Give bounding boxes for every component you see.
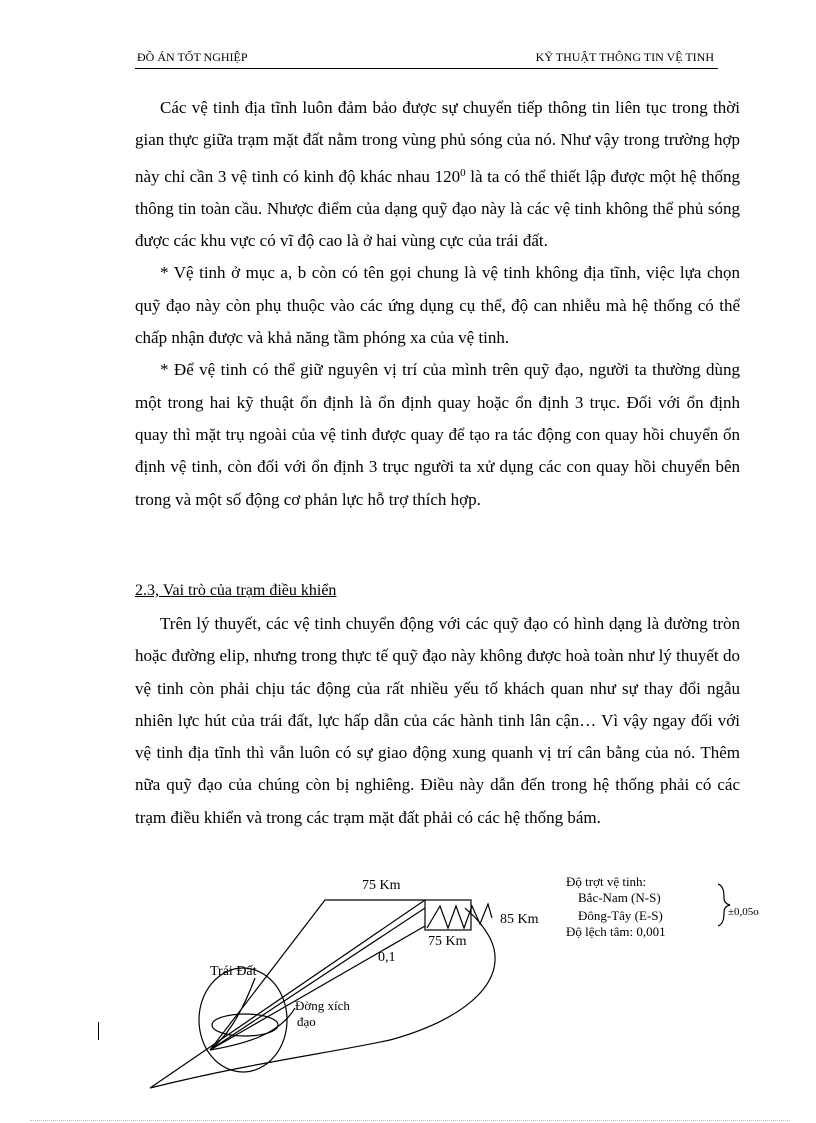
label-0-1: 0,1 <box>378 950 396 965</box>
paragraph-control-station: Trên lý thuyết, các vệ tinh chuyển động với các quỹ đạo có hình dạng là đường tròn hoặc đường elip, nhưng trong thực tế quỹ đạo này không được hoà toàn như lý thuyết do vệ tinh còn phải chịu tác động của rất nhiều yếu tố khách quan như sự thay đổi ngẫu nhiên lực hút của trái đất, lực hấp dẫn của các hành tinh lân cận… Vì vậy ngay đối với vệ tinh địa tĩnh thì vẫn luôn có sự giao động xung quanh vị trí cân bằng của nó. Thêm nữa quỹ đạo của chúng còn bị nghiêng. Điều này dẫn đến trong hệ thống phải có các trạm điều khiển và trong các trạm mặt đất phải có các hệ thống bám. <box>135 614 740 827</box>
label-equator-line1: Đờng xích <box>295 998 350 1013</box>
orbit-diagram <box>0 868 816 1118</box>
drift-east-west: Đông-Tây (E-S) <box>578 908 663 923</box>
body-text <box>135 92 740 516</box>
orbit-figure <box>0 868 816 1118</box>
drift-value: ±0,05o <box>728 906 759 918</box>
label-75km-top: 75 Km <box>362 878 401 893</box>
drift-title: Độ trợt vệ tinh: <box>566 874 647 889</box>
page-header <box>135 46 718 69</box>
drift-north-south: Bắc-Nam (N-S) <box>578 890 661 905</box>
header-left-title: ĐỒ ÁN TỐT NGHIỆP <box>137 50 248 64</box>
paragraph-geostationary: Các vệ tinh địa tĩnh luôn đảm bảo được sự chuyển tiếp thông tin liên tục trong thời gian thực giữa trạm mặt đất nằm trong vùng phủ sóng của nó. Như vậy trong trường hợp này chỉ cần 3 vệ tinh có kinh độ khác nhau $120^0$ là ta có thể thiết lập được một hệ thống thông tin toàn cầu. Nhược điểm của dạng quỹ đạo này là các vệ tinh không thể phủ sóng được các khu vực có vĩ độ cao là ở hai vùng cực của trái đất. <box>135 98 740 251</box>
degree-superscript: 0 <box>460 166 466 179</box>
label-75km-bottom: 75 Km <box>428 934 467 949</box>
header-right-title: KỸ THUẬT THÔNG TIN VỆ TINH <box>535 50 714 64</box>
paragraph-non-geostationary: * Vệ tinh ở mục a, b còn có tên gọi chung là vệ tinh không địa tĩnh, việc lựa chọn quỹ đạo này còn phụ thuộc vào các ứng dụng cụ thể, độ can nhiễu mà hệ thống có thể chấp nhận được và khả năng tầm phóng xa của vệ tinh. <box>135 263 740 348</box>
page-bottom-rule <box>30 1120 790 1121</box>
label-equator-line2: đạo <box>297 1014 316 1029</box>
beam-lower <box>210 926 425 1050</box>
drift-brace <box>718 884 730 926</box>
text-cursor-mark <box>98 1022 99 1040</box>
sight-line-long <box>150 900 425 1088</box>
section-heading: 2.3, Vai trò của trạm điều khiển <box>135 582 337 599</box>
eccentricity-label: Độ lệch tâm: 0,001 <box>566 924 666 939</box>
satellite-box <box>425 900 471 930</box>
zigzag-motion <box>427 904 492 928</box>
label-earth: Trái Đất <box>210 964 257 979</box>
label-85km: 85 Km <box>500 912 539 927</box>
paragraph-stabilization: * Để vệ tinh có thể giữ nguyên vị trí của mình trên quỹ đạo, người ta thường dùng một trong hai kỹ thuật ổn định là ổn định quay hoặc ổn định 3 trục. Đối với ổn định quay thì mặt trụ ngoài của vệ tinh được quay để tạo ra tác động con quay hồi chuyển ổn định vệ tinh, còn đối với ổn định 3 trục người ta xử dụng các con quay hồi chuyển bên trong và một số động cơ phản lực hỗ trợ thích hợp. <box>135 360 740 509</box>
